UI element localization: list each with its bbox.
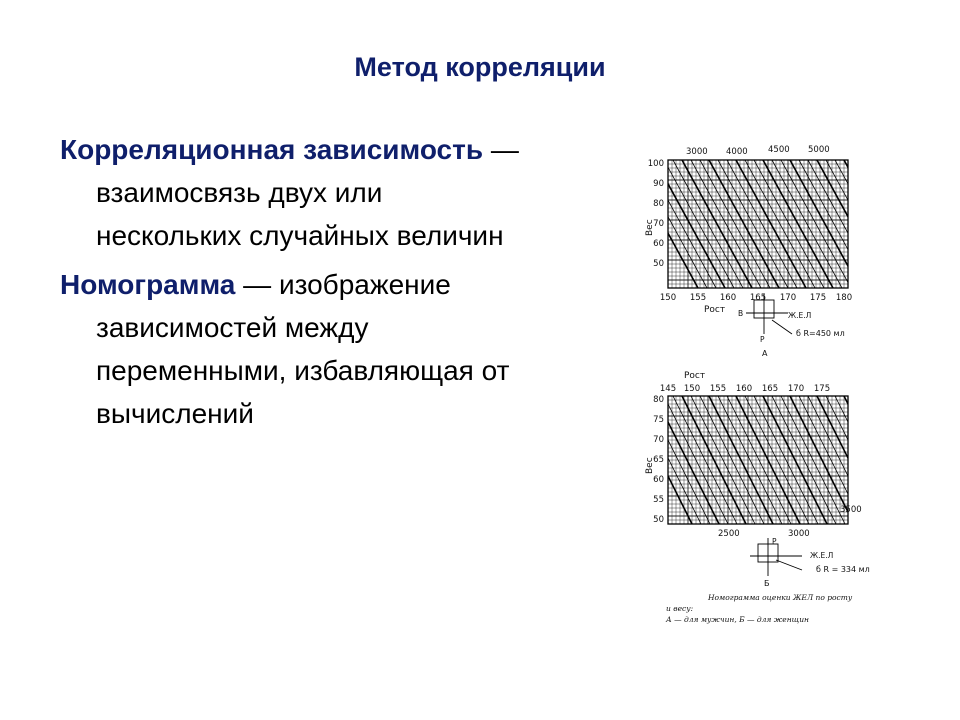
nomogram-diagonal	[853, 396, 917, 524]
nomogram-b	[628, 371, 917, 588]
top-scale-3000: 3000	[686, 147, 708, 157]
top-scale-4000: 4000	[726, 147, 748, 157]
panel-label-b: Б	[764, 579, 770, 588]
nomogram-svg	[540, 108, 924, 668]
top-scale-5000: 5000	[808, 145, 830, 155]
dash: —	[235, 269, 279, 300]
y-tick-55-b: 55	[653, 495, 664, 505]
y-tick-70: 70	[653, 219, 664, 229]
top-scale-4500: 4500	[768, 145, 790, 155]
y-tick-80: 80	[653, 199, 664, 209]
x-tick-175: 175	[809, 293, 827, 303]
grid-a	[668, 160, 848, 288]
x-tick-170-b: 170	[787, 384, 805, 394]
x-tick-160: 160	[719, 293, 737, 303]
definition-correlation	[60, 128, 520, 257]
panel-label-a: А	[762, 349, 768, 358]
bottom-scale-2500: 2500	[718, 529, 740, 539]
x-tick-165: 165	[749, 293, 767, 303]
x-tick-150-b: 150	[683, 384, 701, 394]
x-tick-145: 145	[659, 384, 677, 394]
y-axis-label-a: Вес	[645, 219, 655, 236]
legend-p-b: Р	[772, 537, 777, 546]
legend-zhel-a: Ж.Е.Л	[788, 311, 812, 320]
y-tick-50-b: 50	[653, 515, 664, 525]
right-scale-3500: 3500	[840, 505, 862, 515]
x-tick-155: 155	[689, 293, 707, 303]
x-tick-160-b: 160	[735, 384, 753, 394]
term-nomogram: Номограмма	[60, 269, 236, 300]
legend-r-a: б R=450 мл	[796, 329, 845, 338]
caption-line-2: и весу:	[666, 604, 694, 613]
y-tick-60: 60	[653, 239, 664, 249]
definition-correlation-text: взаимосвязь двух или нескольких случайных величин	[96, 177, 504, 251]
y-tick-90: 90	[653, 179, 664, 189]
x-tick-170: 170	[779, 293, 797, 303]
nomogram-a	[628, 145, 923, 358]
dash: —	[483, 134, 519, 165]
legend-b-a: В	[738, 309, 744, 318]
definition-nomogram	[60, 263, 520, 435]
grid-b	[668, 396, 848, 524]
x-tick-165-b: 165	[761, 384, 779, 394]
legend-zhel-b: Ж.Е.Л	[810, 551, 834, 560]
x-tick-180: 180	[835, 293, 853, 303]
y-tick-100: 100	[647, 159, 664, 169]
definitions-text	[60, 128, 520, 441]
y-tick-60-b: 60	[653, 475, 664, 485]
y-tick-50: 50	[653, 259, 664, 269]
x-tick-155-b: 155	[709, 384, 727, 394]
y-tick-75-b: 75	[653, 415, 664, 425]
x-axis-label-a: Рост	[704, 305, 726, 315]
caption-line-3: А — для мужчин, Б — для женщин	[666, 615, 809, 624]
legend-r-b: б R = 334 мл	[816, 565, 870, 574]
y-axis-label-b: Вес	[645, 457, 655, 474]
y-tick-70-b: 70	[653, 435, 664, 445]
term-correlation: Корреляционная зависимость	[60, 134, 484, 165]
x-tick-175-b: 175	[813, 384, 831, 394]
nomogram-figure	[540, 108, 924, 668]
y-tick-65-b: 65	[653, 455, 664, 465]
y-tick-80-b: 80	[653, 395, 664, 405]
x-axis-label-b: Рост	[684, 371, 706, 381]
slide-title: Метод корреляции	[354, 52, 606, 82]
legend-p-a: Р	[760, 335, 765, 344]
nomogram-diagonal	[844, 160, 914, 288]
definition-nomogram-text: изображение зависимостей между переменными, избавляющая от вычислений	[96, 269, 510, 429]
caption-line-1: Номограмма оценки ЖЕЛ по росту	[708, 593, 853, 602]
bottom-scale-3000: 3000	[788, 529, 810, 539]
x-tick-150: 150	[659, 293, 677, 303]
nomogram-diagonal	[853, 160, 923, 288]
